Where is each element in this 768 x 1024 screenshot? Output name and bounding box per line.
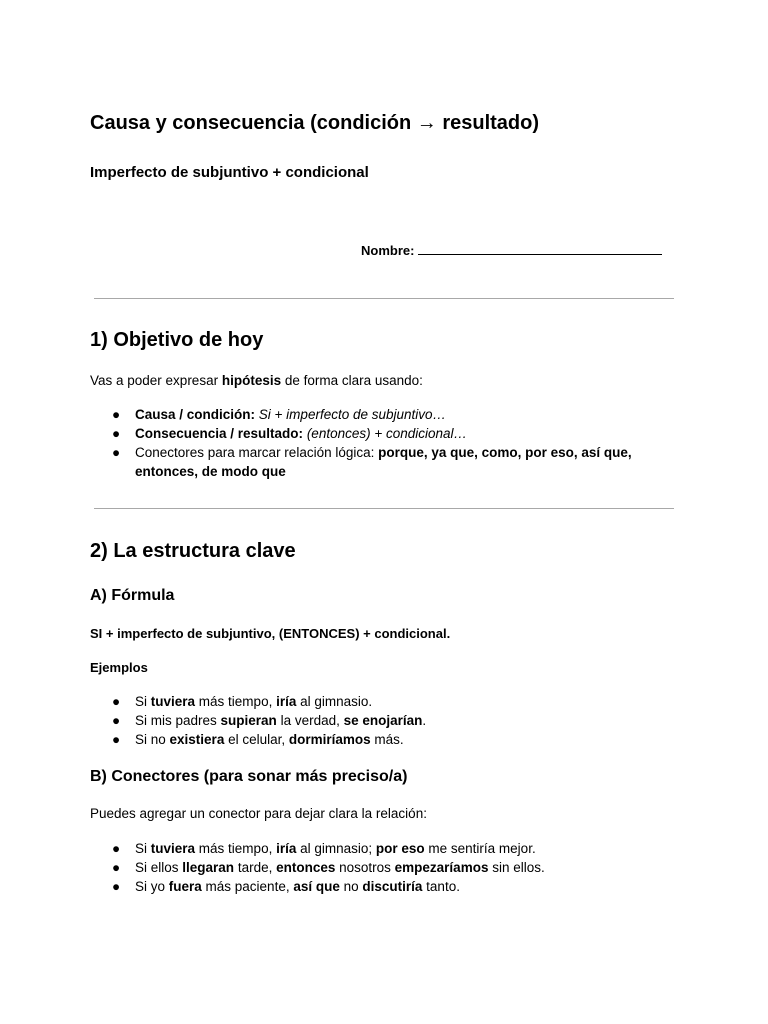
formula-heading: A) Fórmula [90, 587, 175, 604]
divider [94, 298, 674, 299]
text-run: el celular, [224, 732, 289, 747]
text-run: así que [293, 879, 340, 894]
list-item [90, 839, 730, 858]
page-subtitle: Imperfecto de subjuntivo + condicional [90, 164, 369, 181]
bullet-icon: ● [112, 426, 121, 441]
text-run: Si [135, 694, 151, 709]
text-run: Si ellos [135, 860, 183, 875]
text-run: . [422, 713, 427, 728]
text-run: hipótesis [221, 373, 282, 388]
list-item [90, 730, 730, 749]
text-run: discutiría [362, 879, 423, 894]
text-run: se enojarían [343, 713, 423, 728]
text-run: por eso [375, 841, 425, 856]
section1-heading: 1) Objetivo de hoy [90, 329, 264, 351]
list-item [90, 692, 730, 711]
name-blank-line [418, 241, 662, 255]
text-run: tuviera [150, 841, 196, 856]
text-run: tarde, [234, 860, 277, 875]
examples-list [90, 692, 730, 749]
text-run: más paciente, [201, 879, 294, 894]
text-run: Si yo [135, 879, 169, 894]
text-run: Si mis padres [135, 713, 221, 728]
text-run: la verdad, [276, 713, 344, 728]
bullet-icon: ● [112, 841, 121, 856]
text-run: me sentiría mejor. [424, 841, 536, 856]
text-run: fuera [168, 879, 202, 894]
text-run: empezaríamos [394, 860, 489, 875]
objective-list [90, 405, 730, 481]
bullet-icon: ● [112, 879, 121, 894]
text-run: supieran [220, 713, 277, 728]
text-run: Si no [135, 732, 170, 747]
intro-text [90, 373, 423, 388]
connectors-intro: Puedes agregar un conector para dejar clara la relación: [90, 806, 427, 821]
examples-label: Ejemplos [90, 660, 148, 675]
text-run: más tiempo, [195, 694, 277, 709]
text-run: sin ellos. [488, 860, 545, 875]
divider [94, 508, 674, 509]
list-item [90, 858, 730, 877]
bullet-icon: ● [112, 713, 121, 728]
text-run: Causa / condición: [135, 407, 256, 422]
connectors-heading: B) Conectores (para sonar más preciso/a) [90, 768, 408, 785]
bullet-icon: ● [112, 732, 121, 747]
section2-heading: 2) La estructura clave [90, 540, 296, 562]
text-run: iría [276, 694, 297, 709]
list-item [90, 443, 730, 481]
bullet-icon: ● [112, 445, 121, 460]
page-title: Causa y consecuencia (condición → resultado) [90, 112, 540, 134]
list-item [90, 877, 730, 896]
text-run: dormiríamos [288, 732, 371, 747]
bullet-icon: ● [112, 407, 121, 422]
bullet-icon: ● [112, 694, 121, 709]
text-run: llegaran [182, 860, 235, 875]
text-run: Conectores para marcar relación lógica: [135, 445, 379, 460]
text-run: al gimnasio. [296, 694, 373, 709]
text-run: tanto. [422, 879, 460, 894]
name-field [361, 241, 662, 258]
text-run: (entonces) + condicional… [306, 426, 468, 441]
text-run: entonces, de modo que [135, 464, 286, 479]
text-run: Consecuencia / resultado: [135, 426, 304, 441]
text-run: más. [370, 732, 404, 747]
bullet-icon: ● [112, 860, 121, 875]
formula-text: SI + imperfecto de subjuntivo, (ENTONCES) + condicional. [90, 626, 451, 641]
list-item [90, 424, 730, 443]
text-run: nosotros [335, 860, 395, 875]
text-run: existiera [169, 732, 225, 747]
connectors-list [90, 839, 730, 896]
text-run: de forma clara usando: [281, 373, 423, 388]
text-run: Si + imperfecto de subjuntivo… [258, 407, 447, 422]
list-item [90, 711, 730, 730]
text-run: al gimnasio; [296, 841, 376, 856]
text-run: no [339, 879, 363, 894]
text-run: Vas a poder expresar [90, 373, 222, 388]
text-run: más tiempo, [195, 841, 277, 856]
text-run: porque, ya que, como, por eso, así que, [378, 445, 632, 460]
text-run: iría [276, 841, 297, 856]
name-label: Nombre: [361, 243, 415, 258]
text-run: tuviera [150, 694, 196, 709]
section1-intro [90, 373, 423, 388]
text-run: entonces [276, 860, 336, 875]
list-item [90, 405, 730, 424]
text-run: Si [135, 841, 151, 856]
